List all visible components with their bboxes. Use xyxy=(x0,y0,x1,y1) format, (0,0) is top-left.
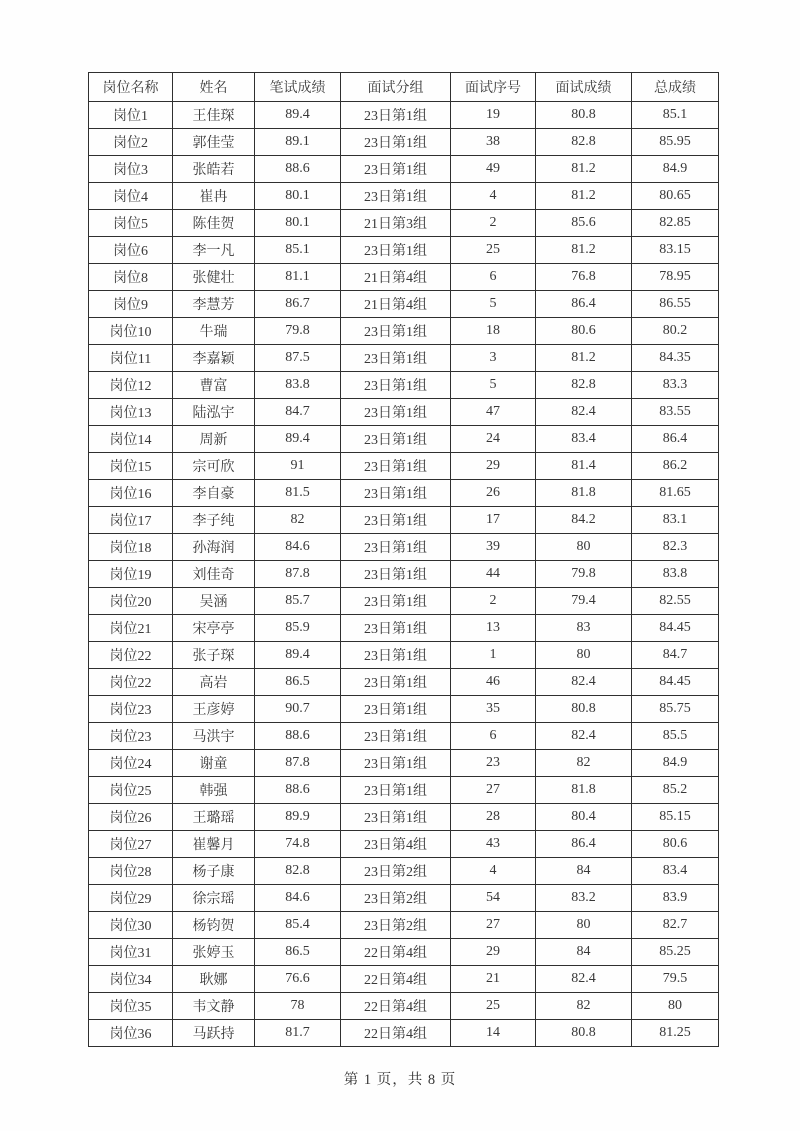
table-cell: 78 xyxy=(255,993,341,1020)
table-cell: 83.8 xyxy=(255,372,341,399)
table-cell: 84 xyxy=(536,858,632,885)
table-row xyxy=(89,750,719,777)
table-cell: 13 xyxy=(451,615,536,642)
table-cell: 3 xyxy=(451,345,536,372)
table-cell: 岗位20 xyxy=(89,588,173,615)
table-cell: 85.9 xyxy=(255,615,341,642)
table-cell: 马洪宇 xyxy=(173,723,255,750)
table-cell: 25 xyxy=(451,993,536,1020)
table-cell: 80.6 xyxy=(536,318,632,345)
table-cell: 岗位31 xyxy=(89,939,173,966)
table-cell: 85.5 xyxy=(632,723,719,750)
table-cell: 83.2 xyxy=(536,885,632,912)
table-cell: 23日第2组 xyxy=(341,858,451,885)
table-cell: 76.6 xyxy=(255,966,341,993)
table-row xyxy=(89,939,719,966)
table-cell: 88.6 xyxy=(255,777,341,804)
table-cell: 23日第2组 xyxy=(341,885,451,912)
table-cell: 岗位30 xyxy=(89,912,173,939)
table-cell: 23日第1组 xyxy=(341,426,451,453)
table-row xyxy=(89,696,719,723)
table-cell: 宋亭亭 xyxy=(173,615,255,642)
table-cell: 46 xyxy=(451,669,536,696)
table-cell: 82.4 xyxy=(536,399,632,426)
table-cell: 85.1 xyxy=(632,102,719,129)
table-row xyxy=(89,777,719,804)
table-cell: 82.55 xyxy=(632,588,719,615)
table-cell: 岗位22 xyxy=(89,642,173,669)
table-cell: 李自豪 xyxy=(173,480,255,507)
table-cell: 岗位26 xyxy=(89,804,173,831)
table-cell: 5 xyxy=(451,291,536,318)
table-cell: 22日第4组 xyxy=(341,993,451,1020)
table-cell: 27 xyxy=(451,777,536,804)
table-cell: 23日第1组 xyxy=(341,156,451,183)
table-row xyxy=(89,858,719,885)
table-cell: 孙海润 xyxy=(173,534,255,561)
table-cell: 85.1 xyxy=(255,237,341,264)
table-cell: 29 xyxy=(451,453,536,480)
table-cell: 85.95 xyxy=(632,129,719,156)
header-row xyxy=(89,73,719,102)
table-cell: 23日第1组 xyxy=(341,723,451,750)
table-cell: 张子琛 xyxy=(173,642,255,669)
table-cell: 47 xyxy=(451,399,536,426)
table-cell: 岗位3 xyxy=(89,156,173,183)
table-cell: 83.9 xyxy=(632,885,719,912)
table-cell: 23日第1组 xyxy=(341,318,451,345)
column-header-position: 岗位名称 xyxy=(89,73,173,102)
table-cell: 86.4 xyxy=(632,426,719,453)
table-cell: 4 xyxy=(451,858,536,885)
table-cell: 岗位16 xyxy=(89,480,173,507)
table-cell: 牛瑞 xyxy=(173,318,255,345)
table-row xyxy=(89,1020,719,1047)
table-cell: 岗位27 xyxy=(89,831,173,858)
table-cell: 18 xyxy=(451,318,536,345)
table-cell: 周新 xyxy=(173,426,255,453)
table-row xyxy=(89,345,719,372)
table-cell: 81.4 xyxy=(536,453,632,480)
table-cell: 6 xyxy=(451,723,536,750)
table-cell: 23日第1组 xyxy=(341,615,451,642)
scores-table xyxy=(88,72,719,1047)
table-cell: 23日第1组 xyxy=(341,372,451,399)
table-cell: 85.75 xyxy=(632,696,719,723)
table-cell: 84 xyxy=(536,939,632,966)
table-body xyxy=(89,102,719,1047)
table-cell: 89.4 xyxy=(255,102,341,129)
table-cell: 6 xyxy=(451,264,536,291)
table-cell: 84.6 xyxy=(255,534,341,561)
table-cell: 23日第1组 xyxy=(341,750,451,777)
table-cell: 21日第4组 xyxy=(341,264,451,291)
table-cell: 81.2 xyxy=(536,156,632,183)
table-cell: 89.4 xyxy=(255,642,341,669)
table-cell: 82.8 xyxy=(536,372,632,399)
table-row xyxy=(89,129,719,156)
table-cell: 80.1 xyxy=(255,183,341,210)
table-cell: 86.2 xyxy=(632,453,719,480)
table-cell: 宗可欣 xyxy=(173,453,255,480)
table-cell: 85.2 xyxy=(632,777,719,804)
table-row xyxy=(89,210,719,237)
table-row xyxy=(89,372,719,399)
table-cell: 23日第1组 xyxy=(341,561,451,588)
table-cell: 43 xyxy=(451,831,536,858)
table-cell: 82 xyxy=(536,993,632,1020)
table-cell: 李慧芳 xyxy=(173,291,255,318)
table-row xyxy=(89,588,719,615)
table-cell: 86.5 xyxy=(255,939,341,966)
table-cell: 谢童 xyxy=(173,750,255,777)
table-row xyxy=(89,912,719,939)
table-cell: 82.85 xyxy=(632,210,719,237)
table-cell: 1 xyxy=(451,642,536,669)
table-cell: 岗位15 xyxy=(89,453,173,480)
table-cell: 80.4 xyxy=(536,804,632,831)
table-cell: 84.7 xyxy=(255,399,341,426)
table-cell: 84.35 xyxy=(632,345,719,372)
table-cell: 83.4 xyxy=(632,858,719,885)
table-cell: 80 xyxy=(536,534,632,561)
table-cell: 81.8 xyxy=(536,480,632,507)
table-cell: 82 xyxy=(255,507,341,534)
table-cell: 84.7 xyxy=(632,642,719,669)
table-cell: 89.9 xyxy=(255,804,341,831)
table-cell: 91 xyxy=(255,453,341,480)
table-cell: 87.8 xyxy=(255,561,341,588)
table-cell: 岗位14 xyxy=(89,426,173,453)
table-cell: 王璐瑶 xyxy=(173,804,255,831)
table-row xyxy=(89,237,719,264)
table-cell: 韩强 xyxy=(173,777,255,804)
table-cell: 23日第1组 xyxy=(341,507,451,534)
table-cell: 19 xyxy=(451,102,536,129)
table-cell: 岗位19 xyxy=(89,561,173,588)
table-cell: 81.2 xyxy=(536,183,632,210)
table-cell: 86.4 xyxy=(536,831,632,858)
table-cell: 81.2 xyxy=(536,345,632,372)
table-cell: 23日第1组 xyxy=(341,804,451,831)
table-row xyxy=(89,966,719,993)
table-cell: 岗位8 xyxy=(89,264,173,291)
table-cell: 21 xyxy=(451,966,536,993)
table-cell: 80.1 xyxy=(255,210,341,237)
table-cell: 82 xyxy=(536,750,632,777)
table-cell: 岗位5 xyxy=(89,210,173,237)
table-cell: 24 xyxy=(451,426,536,453)
table-row xyxy=(89,993,719,1020)
table-cell: 80.2 xyxy=(632,318,719,345)
table-cell: 耿娜 xyxy=(173,966,255,993)
table-row xyxy=(89,615,719,642)
table-cell: 83 xyxy=(536,615,632,642)
table-cell: 岗位28 xyxy=(89,858,173,885)
table-cell: 83.15 xyxy=(632,237,719,264)
table-cell: 岗位34 xyxy=(89,966,173,993)
table-cell: 曹富 xyxy=(173,372,255,399)
table-cell: 23日第1组 xyxy=(341,642,451,669)
table-row xyxy=(89,669,719,696)
table-row xyxy=(89,264,719,291)
table-cell: 徐宗瑶 xyxy=(173,885,255,912)
table-cell: 25 xyxy=(451,237,536,264)
table-cell: 岗位25 xyxy=(89,777,173,804)
table-row xyxy=(89,561,719,588)
page-footer: 第 1 页，共 8 页 xyxy=(343,1072,457,1088)
table-cell: 岗位21 xyxy=(89,615,173,642)
table-cell: 5 xyxy=(451,372,536,399)
table-cell: 陈佳贺 xyxy=(173,210,255,237)
column-header-interview-no: 面试序号 xyxy=(451,73,536,102)
table-cell: 高岩 xyxy=(173,669,255,696)
table-cell: 22日第4组 xyxy=(341,1020,451,1047)
table-cell: 22日第4组 xyxy=(341,966,451,993)
table-cell: 79.8 xyxy=(255,318,341,345)
table-cell: 84.45 xyxy=(632,615,719,642)
table-cell: 84.6 xyxy=(255,885,341,912)
table-cell: 王彦婷 xyxy=(173,696,255,723)
table-cell: 岗位13 xyxy=(89,399,173,426)
table-cell: 81.8 xyxy=(536,777,632,804)
table-cell: 岗位35 xyxy=(89,993,173,1020)
table-cell: 23日第1组 xyxy=(341,237,451,264)
table-row xyxy=(89,723,719,750)
table-cell: 85.6 xyxy=(536,210,632,237)
table-cell: 54 xyxy=(451,885,536,912)
table-row xyxy=(89,183,719,210)
table-cell: 马跃持 xyxy=(173,1020,255,1047)
table-cell: 86.5 xyxy=(255,669,341,696)
table-cell: 79.8 xyxy=(536,561,632,588)
table-cell: 28 xyxy=(451,804,536,831)
table-cell: 89.4 xyxy=(255,426,341,453)
table-cell: 王佳琛 xyxy=(173,102,255,129)
table-cell: 86.4 xyxy=(536,291,632,318)
table-cell: 80.8 xyxy=(536,1020,632,1047)
table-cell: 39 xyxy=(451,534,536,561)
table-cell: 岗位12 xyxy=(89,372,173,399)
table-cell: 82.4 xyxy=(536,723,632,750)
table-cell: 李嘉颖 xyxy=(173,345,255,372)
table-cell: 岗位17 xyxy=(89,507,173,534)
table-cell: 23日第1组 xyxy=(341,183,451,210)
table-cell: 陆泓宇 xyxy=(173,399,255,426)
table-row xyxy=(89,480,719,507)
table-cell: 83.1 xyxy=(632,507,719,534)
table-cell: 83.4 xyxy=(536,426,632,453)
table-cell: 22日第4组 xyxy=(341,939,451,966)
table-cell: 79.4 xyxy=(536,588,632,615)
table-cell: 刘佳奇 xyxy=(173,561,255,588)
table-cell: 崔馨月 xyxy=(173,831,255,858)
table-cell: 29 xyxy=(451,939,536,966)
table-cell: 49 xyxy=(451,156,536,183)
table-cell: 81.25 xyxy=(632,1020,719,1047)
table-cell: 岗位6 xyxy=(89,237,173,264)
table-cell: 岗位29 xyxy=(89,885,173,912)
table-cell: 岗位11 xyxy=(89,345,173,372)
table-cell: 84.45 xyxy=(632,669,719,696)
table-cell: 岗位4 xyxy=(89,183,173,210)
table-row xyxy=(89,831,719,858)
table-cell: 89.1 xyxy=(255,129,341,156)
column-header-total-score: 总成绩 xyxy=(632,73,719,102)
table-cell: 27 xyxy=(451,912,536,939)
table-cell: 岗位23 xyxy=(89,723,173,750)
table-cell: 84.9 xyxy=(632,750,719,777)
table-cell: 78.95 xyxy=(632,264,719,291)
table-cell: 23日第4组 xyxy=(341,831,451,858)
table-row xyxy=(89,399,719,426)
column-header-interview-group: 面试分组 xyxy=(341,73,451,102)
table-cell: 26 xyxy=(451,480,536,507)
table-cell: 2 xyxy=(451,588,536,615)
table-cell: 85.25 xyxy=(632,939,719,966)
table-cell: 76.8 xyxy=(536,264,632,291)
table-cell: 岗位10 xyxy=(89,318,173,345)
table-cell: 82.3 xyxy=(632,534,719,561)
table-cell: 35 xyxy=(451,696,536,723)
table-row xyxy=(89,534,719,561)
table-cell: 82.7 xyxy=(632,912,719,939)
table-cell: 岗位1 xyxy=(89,102,173,129)
table-cell: 崔冉 xyxy=(173,183,255,210)
table-cell: 85.7 xyxy=(255,588,341,615)
column-header-interview-score: 面试成绩 xyxy=(536,73,632,102)
table-cell: 23日第1组 xyxy=(341,453,451,480)
table-cell: 81.65 xyxy=(632,480,719,507)
table-cell: 88.6 xyxy=(255,156,341,183)
table-cell: 38 xyxy=(451,129,536,156)
table-row xyxy=(89,885,719,912)
table-row xyxy=(89,426,719,453)
table-cell: 4 xyxy=(451,183,536,210)
table-cell: 90.7 xyxy=(255,696,341,723)
table-cell: 杨子康 xyxy=(173,858,255,885)
table-row xyxy=(89,156,719,183)
table-cell: 84.9 xyxy=(632,156,719,183)
table-cell: 23日第1组 xyxy=(341,480,451,507)
table-cell: 80 xyxy=(536,912,632,939)
table-cell: 81.1 xyxy=(255,264,341,291)
column-header-name: 姓名 xyxy=(173,73,255,102)
table-row xyxy=(89,102,719,129)
table-cell: 81.7 xyxy=(255,1020,341,1047)
table-cell: 岗位2 xyxy=(89,129,173,156)
table-cell: 张健壮 xyxy=(173,264,255,291)
table-cell: 23日第1组 xyxy=(341,669,451,696)
table-cell: 83.3 xyxy=(632,372,719,399)
table-cell: 85.4 xyxy=(255,912,341,939)
table-cell: 85.15 xyxy=(632,804,719,831)
table-cell: 82.8 xyxy=(536,129,632,156)
table-cell: 23日第1组 xyxy=(341,129,451,156)
table-cell: 87.5 xyxy=(255,345,341,372)
table-cell: 80.65 xyxy=(632,183,719,210)
table-cell: 张婷玉 xyxy=(173,939,255,966)
table-row xyxy=(89,318,719,345)
table-cell: 84.2 xyxy=(536,507,632,534)
table-cell: 82.8 xyxy=(255,858,341,885)
table-cell: 44 xyxy=(451,561,536,588)
table-row xyxy=(89,453,719,480)
table-cell: 李子纯 xyxy=(173,507,255,534)
table-cell: 岗位23 xyxy=(89,696,173,723)
table-cell: 80.8 xyxy=(536,696,632,723)
table-cell: 岗位36 xyxy=(89,1020,173,1047)
table-cell: 87.8 xyxy=(255,750,341,777)
table-cell: 23日第1组 xyxy=(341,696,451,723)
table-cell: 21日第3组 xyxy=(341,210,451,237)
column-header-written-score: 笔试成绩 xyxy=(255,73,341,102)
table-cell: 郭佳莹 xyxy=(173,129,255,156)
table-cell: 23日第1组 xyxy=(341,102,451,129)
table-cell: 岗位22 xyxy=(89,669,173,696)
table-cell: 岗位18 xyxy=(89,534,173,561)
table-cell: 79.5 xyxy=(632,966,719,993)
table-cell: 81.5 xyxy=(255,480,341,507)
table-cell: 23日第1组 xyxy=(341,345,451,372)
table-cell: 83.8 xyxy=(632,561,719,588)
table-row xyxy=(89,507,719,534)
table-header xyxy=(89,73,719,102)
table-row xyxy=(89,804,719,831)
table-cell: 岗位24 xyxy=(89,750,173,777)
table-cell: 韦文静 xyxy=(173,993,255,1020)
table-cell: 88.6 xyxy=(255,723,341,750)
table-cell: 23日第1组 xyxy=(341,534,451,561)
table-cell: 74.8 xyxy=(255,831,341,858)
table-cell: 杨钧贺 xyxy=(173,912,255,939)
table-cell: 李一凡 xyxy=(173,237,255,264)
table-cell: 张皓若 xyxy=(173,156,255,183)
table-cell: 14 xyxy=(451,1020,536,1047)
table-cell: 83.55 xyxy=(632,399,719,426)
table-cell: 23日第1组 xyxy=(341,399,451,426)
table-cell: 81.2 xyxy=(536,237,632,264)
table-cell: 23日第2组 xyxy=(341,912,451,939)
table-cell: 23日第1组 xyxy=(341,588,451,615)
table-cell: 86.7 xyxy=(255,291,341,318)
table-cell: 80.8 xyxy=(536,102,632,129)
table-cell: 82.4 xyxy=(536,966,632,993)
table-cell: 80 xyxy=(632,993,719,1020)
table-cell: 吴涵 xyxy=(173,588,255,615)
table-cell: 86.55 xyxy=(632,291,719,318)
table-cell: 80 xyxy=(536,642,632,669)
table-cell: 23日第1组 xyxy=(341,777,451,804)
table-cell: 80.6 xyxy=(632,831,719,858)
table-row xyxy=(89,291,719,318)
table-cell: 岗位9 xyxy=(89,291,173,318)
table-cell: 23 xyxy=(451,750,536,777)
table-cell: 82.4 xyxy=(536,669,632,696)
table-cell: 17 xyxy=(451,507,536,534)
table-cell: 2 xyxy=(451,210,536,237)
table-row xyxy=(89,642,719,669)
table-cell: 21日第4组 xyxy=(341,291,451,318)
